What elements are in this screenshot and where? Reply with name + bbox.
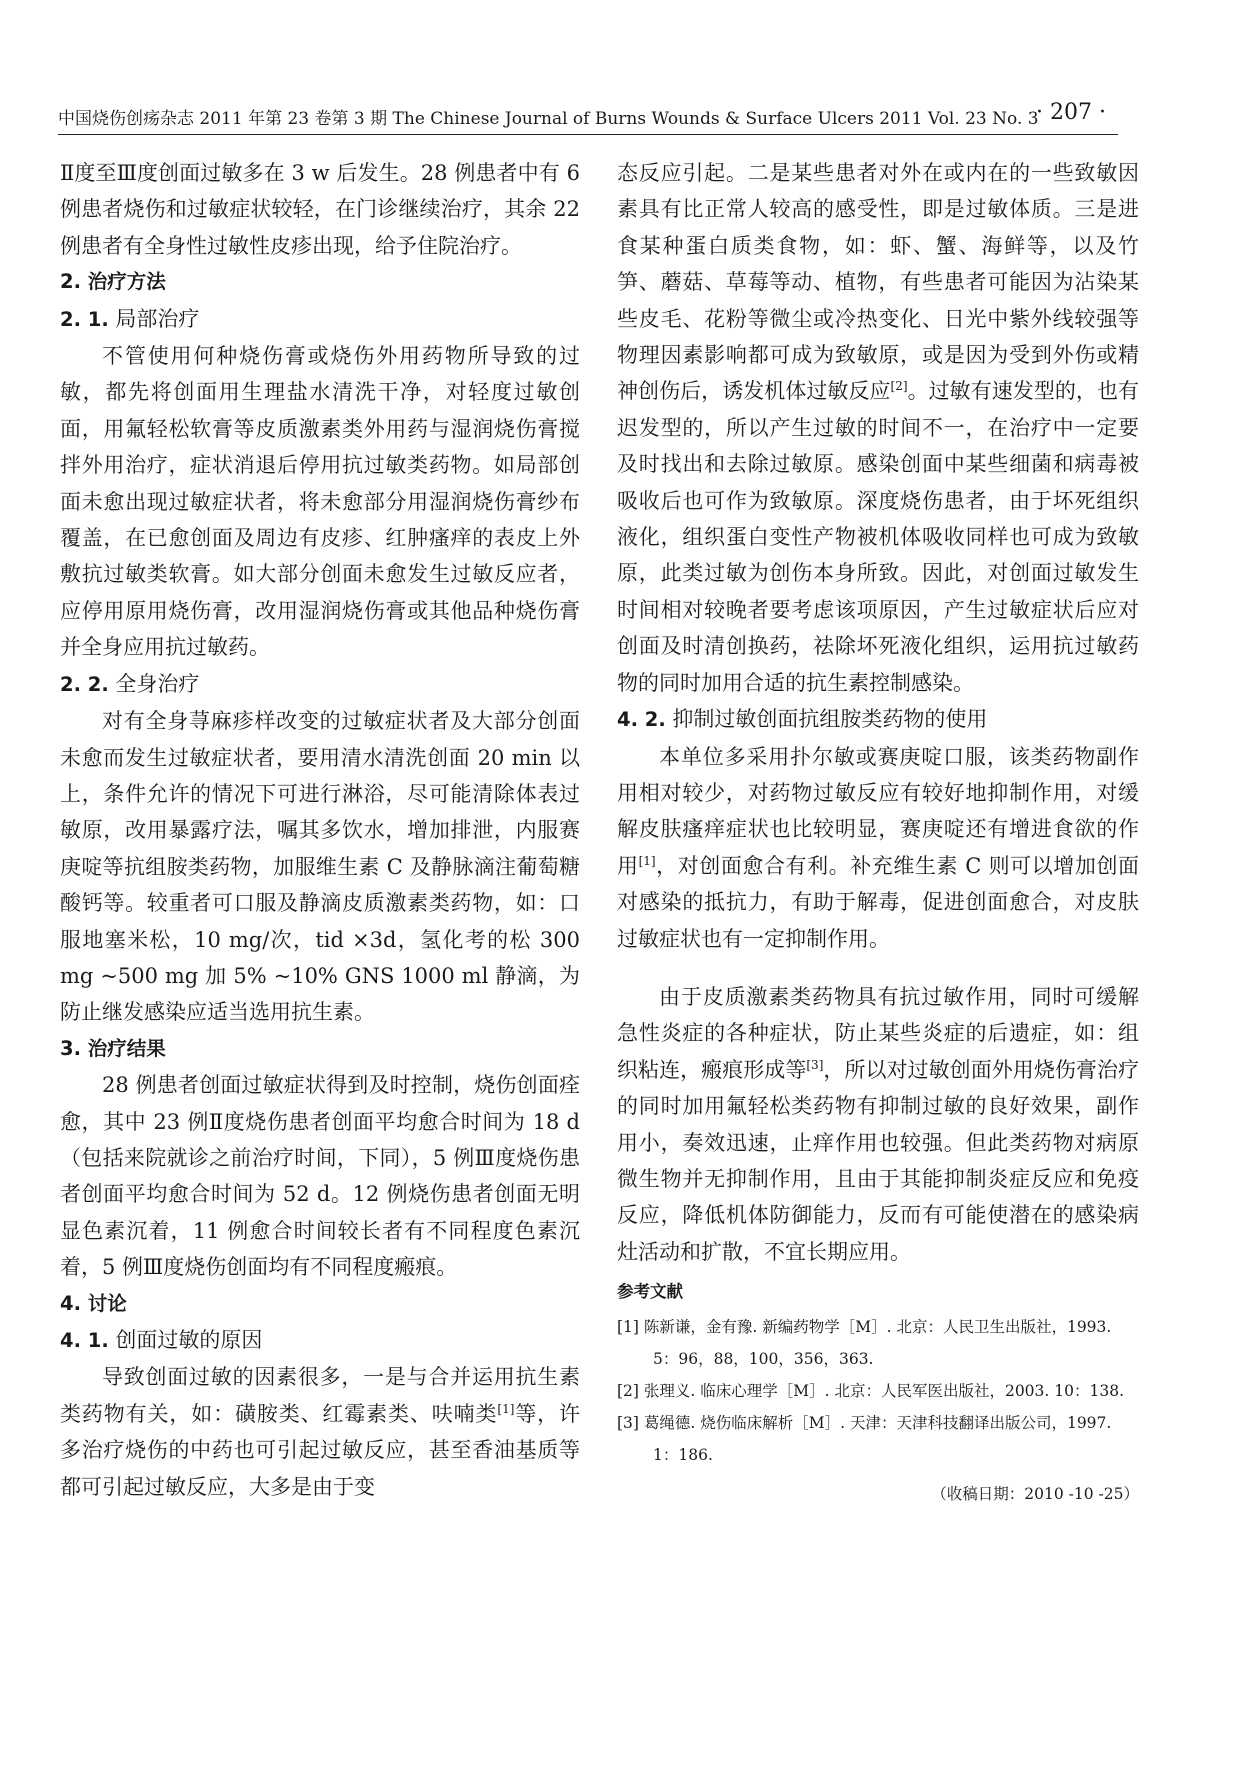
running-title: 中国烧伤创疡杂志 2011 年第 23 卷第 3 期 The Chinese Journal of Burns Wounds & Surface Ulcers 2011 Vol. 23 No. 3 — [58, 109, 1039, 129]
subsection-title: 局部治疗 — [108, 306, 200, 331]
paragraph-results: 28 例患者创面过敏症状得到及时控制，烧伤创面痊愈，其中 23 例Ⅱ度烧伤患者创面平均愈合时间为 18 d（包括来院就诊之前治疗时间，下同），5 例Ⅲ度烧伤患者创面平均愈合时间为 52 d。12 例烧伤患者创面无明显色素沉着，11 例愈合时间较长者有不同程度色素沉着，5 例Ⅲ度烧伤创面均有不同程度瘢痕。 — [60, 1073, 580, 1280]
paragraph-gap — [617, 957, 1139, 979]
citation-ref: [1] — [638, 853, 656, 868]
paragraph-local-treatment: 不管使用何种烧伤膏或烧伤外用药物所导致的过敏，都先将创面用生理盐水清洗干净，对轻度过敏创面，用氟轻松软膏等皮质激素类外用药与湿润烧伤膏搅拌外用治疗，症状消退后停用抗过敏类药物。如局部创面未愈出现过敏症状者，将未愈部分用湿润烧伤膏纱布覆盖，在已愈创面及周边有皮疹、红肿瘙痒的表皮上外敷抗过敏类软膏。如大部分创面未愈发生过敏反应者，应停用原用烧伤膏，改用湿润烧伤膏或其他品种烧伤膏并全身应用抗过敏药。 — [60, 344, 580, 660]
subsection-title: 创面过敏的原因 — [108, 1328, 263, 1352]
paragraph-text: 由于皮质激素类药物具有抗过敏作用，同时可缓解急性炎症的各种症状，防止某些炎症的后遗症，如：组织粘连，瘢痕形成等 — [617, 984, 1139, 1082]
received-date: （收稿日期：2010 -10 -25） — [931, 1484, 1139, 1503]
subsection-title: 全身治疗 — [108, 671, 200, 696]
paragraph-text: 。过敏有速发型的，也有迟发型的，所以产生过敏的时间不一，在治疗中一定要及时找出和去除过敏原。感染创面中某些细菌和病毒被吸收后也可作为致敏原。深度烧伤患者，由于坏死组织液化，组织蛋白变性产物被机体吸收同样也可成为致敏原，此类过敏为创伤本身所致。因此，对创面过敏发生时间相对较晚者要考虑该项原因，产生过敏症状后应对创面及时清创换药，祛除坏死液化组织，运用抗过敏药物的同时加用合适的抗生素控制感染。 — [617, 379, 1140, 695]
subsection-number: 2. 1. — [60, 307, 109, 331]
subsection-heading-local — [60, 301, 580, 338]
paragraph-text: 等，许多治疗烧伤的中药也可引起过敏反应，甚至香油基质等都可引起过敏反应，大多是由于变 — [60, 1401, 580, 1499]
running-header — [58, 100, 1118, 135]
section-heading-results: 3. 治疗结果 — [60, 1036, 166, 1060]
reference-item: [2] 张理义. 临床心理学［M］. 北京：人民军医出版社，2003. 10：138. — [617, 1381, 1124, 1400]
subsection-number: 4. 2. — [617, 708, 666, 732]
paragraph-causes — [60, 1359, 580, 1505]
subsection-heading-systemic — [60, 666, 580, 703]
subsection-title: 抑制过敏创面抗组胺类药物的使用 — [665, 707, 988, 732]
references-heading: 参考文献 — [617, 1282, 683, 1302]
paragraph-continued: Ⅱ度至Ⅲ度创面过敏多在 3 w 后发生。28 例患者中有 6 例患者烧伤和过敏症状较轻，在门诊继续治疗，其余 22 例患者有全身性过敏性皮疹出现，给予住院治疗。 — [60, 161, 580, 258]
paragraph-text: ，对创面愈合有利。补充维生素 C 则可以增加创面对感染的抵抗力，有助于解毒，促进创面愈合，对皮肤过敏症状也有一定抑制作用。 — [617, 853, 1140, 951]
paragraph-corticosteroid — [617, 979, 1139, 1270]
page-number: · 207 · — [1036, 100, 1106, 125]
subsection-heading-causes — [60, 1322, 580, 1359]
citation-ref: [2] — [890, 379, 908, 394]
reference-item: [3] 葛绳德. 烧伤临床解析［M］. 天津：天津科技翻译出版公司，1997. 1：186. — [617, 1413, 1112, 1464]
subsection-number: 2. 2. — [60, 672, 109, 696]
paragraph-systemic-treatment: 对有全身荨麻疹样改变的过敏症状者及大部分创面未愈而发生过敏症状者，要用清水清洗创面 20 min 以上，条件允许的情况下可进行淋浴，尽可能清除体表过敏原，改用暴露疗法，嘱其多饮水，增加排泄，内服赛庚啶等抗组胺类药物，加服维生素 C 及静脉滴注葡萄糖酸钙等。较重者可口服及静滴皮质激素类药物，如：口服地塞米松，10 mg/次，tid ×3d，氢化考的松 300 mg ~500 mg 加 5% ~10% GNS 1000 ml 静滴，为防止继发感染应适当选用抗生素。 — [60, 709, 580, 1025]
section-heading-discussion: 4. 讨论 — [60, 1291, 127, 1315]
section-heading-treatment: 2. 治疗方法 — [60, 270, 166, 294]
paragraph-causes-continued — [617, 155, 1139, 701]
citation-ref: [1] — [497, 1401, 515, 1416]
references-list — [617, 1311, 1139, 1471]
paragraph-antihistamine — [617, 739, 1139, 957]
paragraph-text: 态反应引起。二是某些患者对外在或内在的一些致敏因素具有比正常人较高的感受性，即是过敏体质。三是进食某种蛋白质类食物，如：虾、蟹、海鲜等，以及竹笋、蘑菇、草莓等动、植物，有些患者可能因为沾染某些皮毛、花粉等微尘或冷热变化、日光中紫外线较强等物理因素影响都可成为致敏原，或是因为受到外伤或精神创伤后，诱发机体过敏反应 — [617, 161, 1139, 404]
paragraph-text: 导致创面过敏的因素很多，一是与合并运用抗生素类药物有关，如：磺胺类、红霉素类、呋喃类 — [60, 1365, 580, 1426]
citation-ref: [3] — [806, 1057, 824, 1072]
subsection-number: 4. 1. — [60, 1329, 109, 1352]
paragraph-text: ，所以对过敏创面外用烧伤膏治疗的同时加用氟轻松类药物有抑制过敏的良好效果，副作用小，奏效迅速，止痒作用也较强。但此类药物对病原微生物并无抑制作用，且由于其能抑制炎症反应和免疫反应，降低机体防御能力，反而有可能使潜在的感染病灶活动和扩散，不宜长期应用。 — [617, 1057, 1139, 1264]
reference-item: [1] 陈新谦，金有豫. 新编药物学［M］. 北京：人民卫生出版社，1993. 5：96，88，100，356，363. — [617, 1317, 1112, 1368]
subsection-heading-antihistamine — [617, 701, 1139, 738]
right-column — [617, 155, 1139, 1511]
left-column — [60, 155, 580, 1505]
paragraph-text: 本单位多采用扑尔敏或赛庚啶口服，该类药物副作用相对较少，对药物过敏反应有较好地抑制作用，对缓解皮肤瘙痒症状也比较明显，赛庚啶还有增进食欲的作用 — [617, 744, 1139, 878]
